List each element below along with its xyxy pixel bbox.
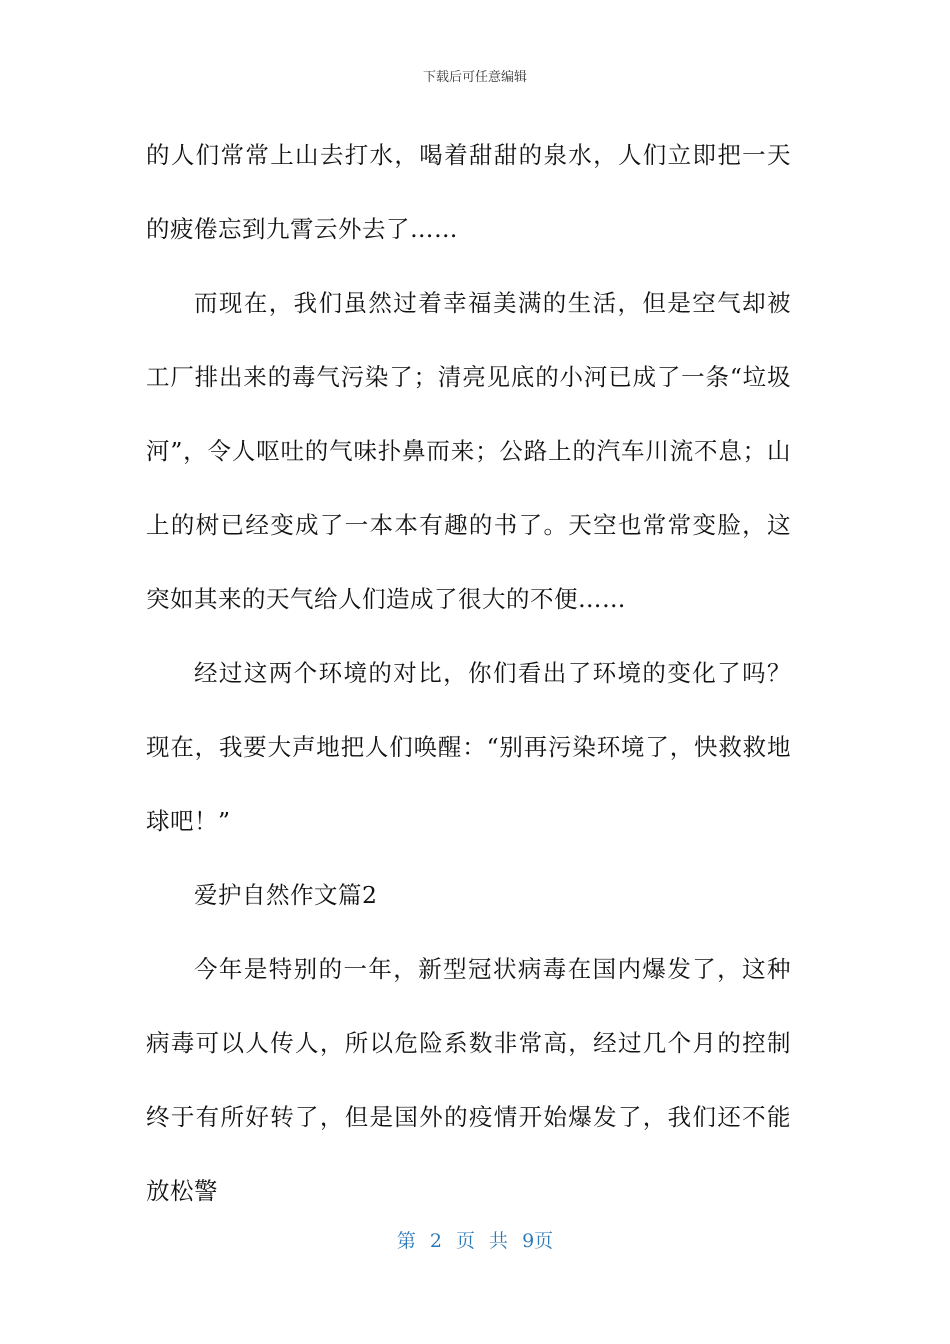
paragraph-pandemic: 今年是特别的一年，新型冠状病毒在国内爆发了，这种病毒可以人传人，所以危险系数非常高，经过几个月的控制终于有所好转了，但是国外的疫情开始爆发了，我们还不能放松警 — [146, 955, 791, 1205]
essay-section-title: 爱护自然作文篇2 — [194, 881, 378, 909]
paragraph-continuation: 的人们常常上山去打水，喝着甜甜的泉水，人们立即把一天的疲倦忘到九霄云外去了…… — [146, 141, 791, 243]
page-header: 下载后可任意编辑 — [422, 70, 527, 85]
page-footer: 第 2 页 共 9页 — [396, 1230, 554, 1252]
document-body — [146, 118, 791, 1228]
paragraph-present-pollution: 而现在，我们虽然过着幸福美满的生活，但是空气却被工厂排出来的毒气污染了；清亮见底的小河已成了一条“垃圾河”，令人呕吐的气味扑鼻而来；公路上的汽车川流不息；山上的树已经变成了一本本有趣的书了。天空也常常变脸，这突如其来的天气给人们造成了很大的不便…… — [146, 289, 791, 613]
paragraph-call-to-action: 经过这两个环境的对比，你们看出了环境的变化了吗？现在，我要大声地把人们唤醒：“别再污染环境了，快救救地球吧！” — [146, 659, 791, 835]
